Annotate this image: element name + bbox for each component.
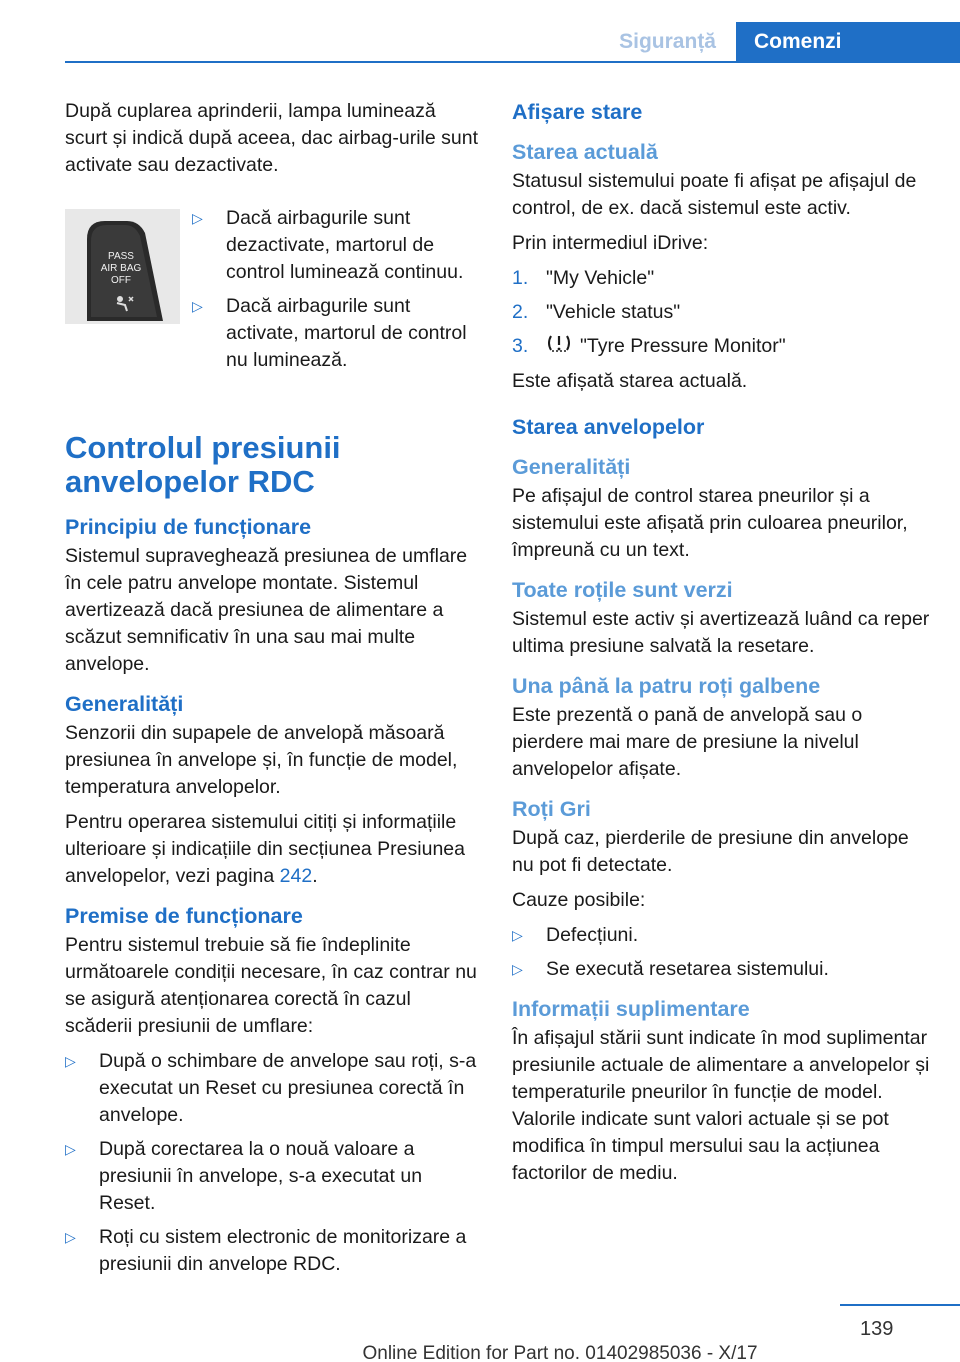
generalitati-text-2: Pentru operarea sistemului citiți și informațiile ulterioare și indicațiile din secțiunea Presiunea anvelopelor, vezi pagina 242. [65, 811, 465, 887]
premise-list [65, 1048, 480, 1278]
info-text: În afișajul stării sunt indicate în mod suplimentar presiunile actuale de alimentare a anvelopelor și temperaturile pneurilor în funcție de model. Valorile indicate sunt valori actuale și se pot modifica în timpul mersului sau la acțiunea factorilor de mediu. [512, 1027, 930, 1184]
heading-afisare-stare: Afișare stare [512, 100, 643, 124]
list-item: ▷ Dacă airbagurile sunt dezactivate, martorul de control luminează continuu. [192, 207, 464, 283]
header-rule [65, 61, 960, 63]
gri-text: După caz, pierderile de presiune din anvelope nu pot fi detectate. [512, 827, 909, 876]
intro-text: După cuplarea aprinderii, lampa luminează scurt și indică după aceea, dac airbag-urile sunt activate sau dezactivate. [65, 100, 478, 176]
triangle-bullet-icon: ▷ [512, 927, 523, 943]
tab-siguranta[interactable]: Siguranță [599, 22, 736, 62]
list-item: 2. "Vehicle status" [512, 301, 681, 323]
footer-rule [840, 1304, 960, 1306]
page-number: 139 [860, 1318, 894, 1340]
gen-text: Pe afișajul de control starea pneurilor și a sistemului este afișată prin culoarea pneurilor, împreună cu un text. [512, 485, 908, 561]
airbag-off-icon [65, 209, 180, 324]
premise-text: Pentru sistemul trebuie să fie îndeplinite următoarele condiții necesare, în caz contrar nu se asigură atenționarea corectă în cazul scăderii presiunii de umflare: [65, 934, 477, 1037]
afisata-text: Este afișată starea actuală. [512, 370, 748, 392]
triangle-bullet-icon: ▷ [192, 210, 203, 226]
airbag-status-list [192, 205, 480, 381]
list-item: ▷ După corectarea la o nouă valoare a presiunii în anvelope, s-a executat un Reset. [65, 1138, 423, 1214]
heading-info-suplimentare: Informații suplimentare [512, 997, 750, 1021]
principiu-text: Sistemul supraveghează presiunea de umflare în cele patru anvelope montate. Sistemul avertizează dacă presiunea de alimentare a scăzut semnificativ în una sau mai multe anvelope. [65, 545, 468, 675]
idrive-steps-list [512, 265, 932, 361]
generalitati-text-1: Senzorii din supapele de anvelopă măsoară presiunea în anvelope și, în funcție de model, temperatura anvelopelor. [65, 722, 458, 798]
list-item: 3. "Tyre Pressure Monitor" [512, 333, 932, 361]
heading-starea-actuala: Starea actuală [512, 140, 658, 164]
heading-generalitati: Generalități [65, 692, 184, 716]
heading-premise: Premise de funcționare [65, 904, 303, 928]
triangle-bullet-icon: ▷ [512, 961, 523, 977]
heading-starea-anvelopelor: Starea anvelopelor [512, 415, 705, 439]
left-column [65, 98, 480, 1285]
triangle-bullet-icon: ▷ [65, 1229, 76, 1245]
triangle-bullet-icon: ▷ [65, 1141, 76, 1157]
cauze-text: Cauze posibile: [512, 889, 646, 911]
list-item: ▷ Se execută resetarea sistemului. [512, 956, 932, 983]
section-title-rdc: Controlul presiunii anvelopelor RDC [65, 430, 341, 499]
list-item: 1. "My Vehicle" [512, 267, 655, 289]
heading-principiu: Principiu de funcționare [65, 515, 312, 539]
list-item: ▷ Defecțiuni. [512, 922, 932, 949]
page-header [599, 22, 960, 62]
idrive-text: Prin intermediul iDrive: [512, 232, 709, 254]
verzi-text: Sistemul este activ și avertizează luând ca reper ultima presiune salvată la resetare. [512, 608, 930, 657]
starea-text: Statusul sistemului poate fi afișat pe afișajul de control, de ex. dacă sistemul este activ. [512, 170, 917, 219]
edition-footer: Online Edition for Part no. 01402985036 - X/17 [362, 1343, 758, 1362]
heading-gri: Roți Gri [512, 797, 591, 821]
airbag-label-airbag: AIR BAG [100, 263, 142, 274]
right-column [512, 98, 932, 1195]
triangle-bullet-icon: ▷ [65, 1053, 76, 1069]
airbag-indicator-image [65, 209, 180, 324]
list-item: ▷ Roți cu sistem electronic de monitorizare a presiunii din anvelope RDC. [65, 1226, 467, 1275]
airbag-label-pass: PASS [108, 251, 134, 262]
cauze-list [512, 922, 932, 983]
list-item: ▷ După o schimbare de anvelope sau roți, s-a executat un Reset cu presiunea corectă în anvelope. [65, 1050, 477, 1126]
page-link-242[interactable]: 242 [279, 865, 313, 887]
tab-comenzi[interactable]: Comenzi [736, 22, 960, 62]
list-item: ▷ Dacă airbagurile sunt activate, martorul de control nu luminează. [192, 295, 467, 371]
heading-verzi: Toate roțile sunt verzi [512, 578, 733, 602]
triangle-bullet-icon: ▷ [192, 298, 203, 314]
heading-generalitati-right: Generalități [512, 455, 631, 479]
airbag-label-off: OFF [111, 275, 131, 286]
galbene-text: Este prezentă o pană de anvelopă sau o pierdere mai mare de presiune la nivelul anvelopelor afișate. [512, 704, 863, 780]
airbag-section [65, 209, 480, 387]
heading-galbene: Una până la patru roți galbene [512, 674, 821, 698]
tyre-pressure-icon [546, 333, 572, 361]
